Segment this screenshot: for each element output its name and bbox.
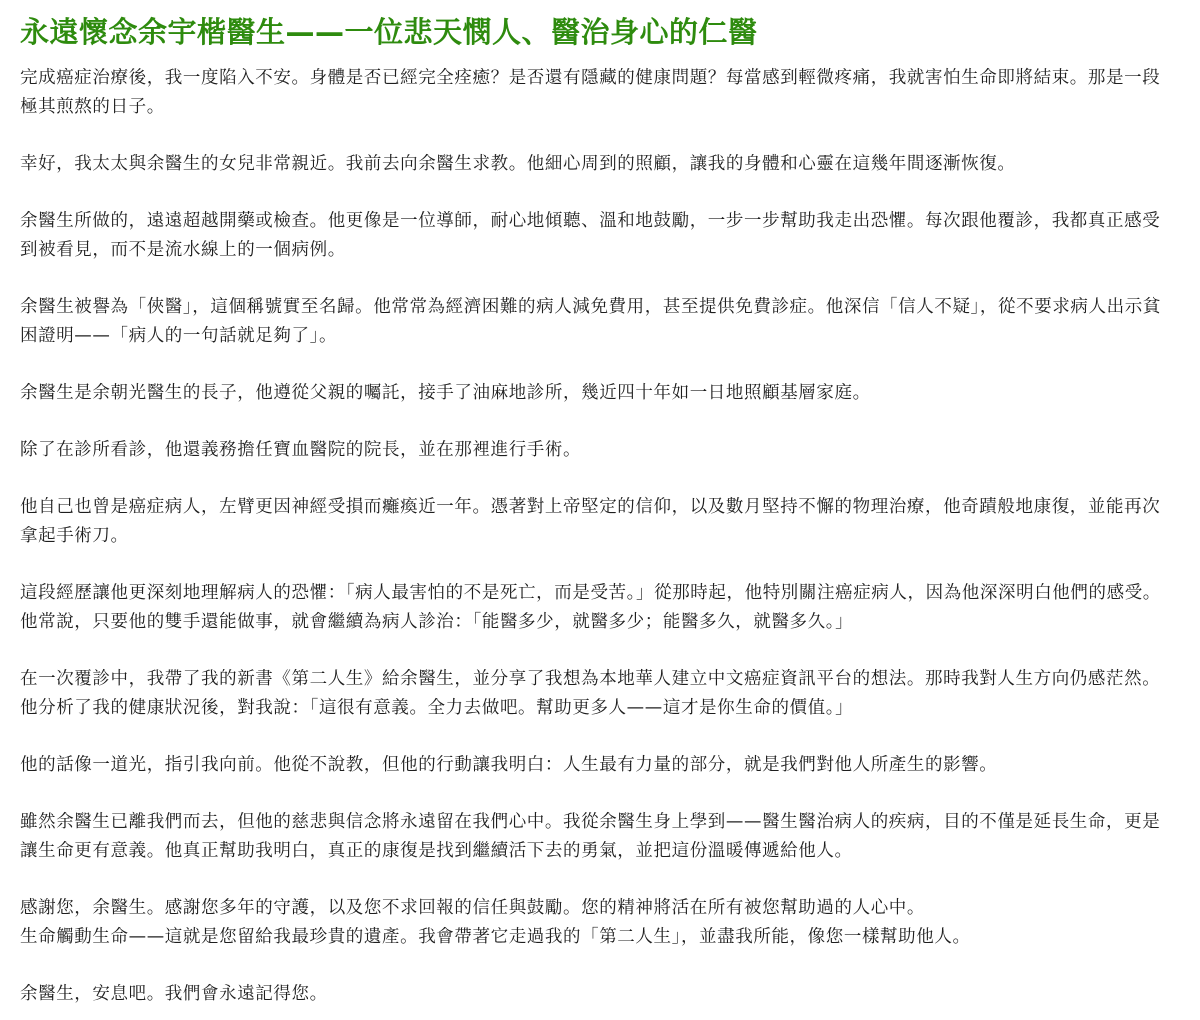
paragraph-2: 幸好，我太太與余醫生的女兒非常親近。我前去向余醫生求教。他細心周到的照顧，讓我的身體和心靈在這幾年間逐漸恢復。 — [20, 154, 1016, 174]
paragraph-11: 雖然余醫生已離我們而去，但他的慈悲與信念將永遠留在我們心中。我從余醫生身上學到——醫生醫治病人的疾病，目的不僅是延長生命，更是讓生命更有意義。他真正幫助我明白，真正的康復是找到繼續活下去的勇氣，並把這份溫暖傳遞給他人。 — [20, 812, 1161, 861]
paragraph-6: 除了在診所看診，他還義務擔任寶血醫院的院長，並在那裡進行手術。 — [20, 440, 582, 460]
paragraph-10: 他的話像一道光，指引我向前。他從不說教，但他的行動讓我明白：人生最有力量的部分，就是我們對他人所產生的影響。 — [20, 755, 998, 775]
thanks-line-2: 生命觸動生命——這就是您留給我最珍貴的遺產。我會帶著它走過我的「第二人生」，並盡我所能，像您一樣幫助他人。 — [20, 927, 971, 947]
closing-line: 余醫生，安息吧。我們會永遠記得您。 — [20, 984, 328, 1004]
article-title: 永遠懷念余宇楷醫生——一位悲天憫人、醫治身心的仁醫 — [20, 15, 758, 49]
paragraph-7: 他自己也曾是癌症病人，左臂更因神經受損而癱瘓近一年。憑著對上帝堅定的信仰，以及數月堅持不懈的物理治療，他奇蹟般地康復，並能再次拿起手術刀。 — [20, 497, 1161, 546]
paragraph-4: 余醫生被譽為「俠醫」，這個稱號實至名歸。他常常為經濟困難的病人減免費用，甚至提供免費診症。他深信「信人不疑」，從不要求病人出示貧困證明——「病人的一句話就足夠了」。 — [20, 297, 1161, 346]
paragraph-8: 這段經歷讓他更深刻地理解病人的恐懼：「病人最害怕的不是死亡，而是受苦。」從那時起，他特別關注癌症病人，因為他深深明白他們的感受。他常說，只要他的雙手還能做事，就會繼續為病人診治：「能醫多少，就醫多少；能醫多久，就醫多久。」 — [20, 583, 1161, 632]
paragraph-9: 在一次覆診中，我帶了我的新書《第二人生》給余醫生，並分享了我想為本地華人建立中文癌症資訊平台的想法。那時我對人生方向仍感茫然。他分析了我的健康狀況後，對我說：「這很有意義。全力去做吧。幫助更多人——這才是你生命的價值。」 — [20, 669, 1161, 718]
thanks-line-1: 感謝您，余醫生。感謝您多年的守護，以及您不求回報的信任與鼓勵。您的精神將活在所有被您幫助過的人心中。 — [20, 898, 925, 918]
paragraph-5: 余醫生是余朝光醫生的長子，他遵從父親的囑託，接手了油麻地診所，幾近四十年如一日地照顧基層家庭。 — [20, 383, 871, 403]
paragraph-3: 余醫生所做的，遠遠超越開藥或檢查。他更像是一位導師，耐心地傾聽、溫和地鼓勵，一步一步幫助我走出恐懼。每次跟他覆診，我都真正感受到被看見，而不是流水線上的一個病例。 — [20, 211, 1161, 260]
paragraph-1: 完成癌症治療後，我一度陷入不安。身體是否已經完全痊癒？是否還有隱藏的健康問題？每當感到輕微疼痛，我就害怕生命即將結束。那是一段極其煎熬的日子。 — [20, 68, 1161, 117]
thanks-paragraph — [20, 894, 1178, 952]
